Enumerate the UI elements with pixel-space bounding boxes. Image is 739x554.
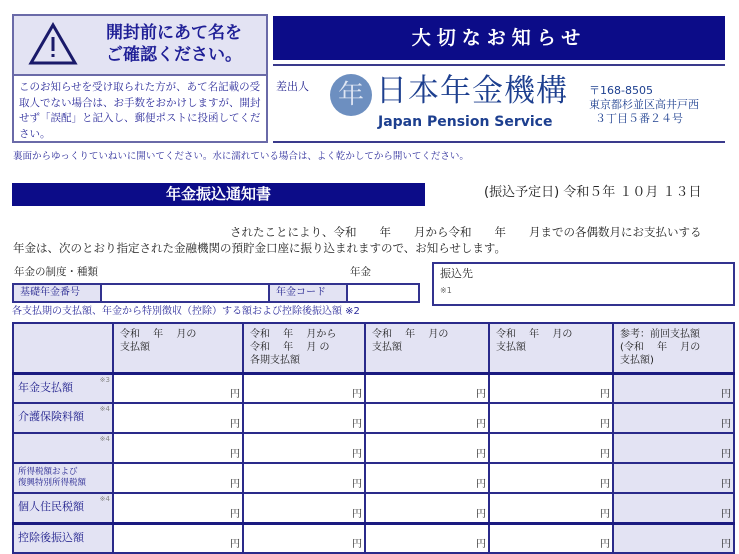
amount-cell (365, 433, 489, 463)
yen-unit: 円 (600, 389, 610, 400)
amount-cell (365, 403, 489, 433)
column-header: 令和 年 月の 支払額 (365, 323, 489, 373)
yen-unit: 円 (230, 508, 240, 520)
amount-cell (243, 373, 365, 403)
amount-cell (243, 493, 365, 523)
yen-unit: 円 (476, 479, 486, 490)
yen-unit: 円 (352, 419, 362, 430)
org-name: 日本年金機構 (376, 73, 568, 109)
header-title: 大切なお知らせ (273, 16, 725, 60)
yen-unit: 円 (352, 389, 362, 400)
yen-unit: 円 (476, 539, 486, 550)
table-row (13, 373, 734, 403)
warning-title (106, 22, 242, 66)
amount-cell (489, 403, 613, 433)
row-label (13, 463, 113, 493)
yen-unit: 円 (600, 479, 610, 490)
warning-title-line2: ご確認ください。 (106, 45, 242, 65)
divider (273, 141, 725, 143)
sender-label: 差出人 (276, 80, 309, 93)
yen-unit: 円 (721, 389, 731, 400)
amount-cell (613, 493, 734, 523)
yen-unit: 円 (352, 449, 362, 460)
yen-unit: 円 (600, 449, 610, 460)
row-label-text: 控除後振込額 (18, 530, 84, 544)
row-label-text: 年金支払額 (18, 380, 73, 394)
yen-unit: 円 (230, 389, 240, 400)
table-header-row (13, 323, 734, 373)
row-label (13, 433, 113, 463)
yen-unit: 円 (721, 419, 731, 430)
transfer-destination-note: ※1 (440, 286, 452, 295)
row-label-text: 介護保険料額 (18, 410, 84, 423)
table-row (13, 463, 734, 493)
table-row (13, 523, 734, 553)
number-row (12, 283, 420, 303)
document-title: 年金振込通知書 (12, 183, 425, 206)
amount-cell (113, 433, 243, 463)
amount-cell (613, 373, 734, 403)
yen-unit: 円 (230, 539, 240, 550)
yen-unit: 円 (352, 539, 362, 550)
table-row (13, 493, 734, 523)
amount-cell (113, 493, 243, 523)
amount-cell (489, 523, 613, 553)
amount-cell (243, 433, 365, 463)
yen-unit: 円 (230, 449, 240, 460)
row-label (13, 493, 113, 523)
amount-cell (243, 403, 365, 433)
row-note: ※4 (99, 405, 110, 413)
yen-unit: 円 (352, 479, 362, 490)
row-label (13, 403, 113, 433)
intro-line2: 年金は、次のとおり指定された金融機関の預貯金口座に振り込まれますので、お知らせします。 (13, 241, 506, 255)
yen-unit: 円 (476, 449, 486, 460)
amount-cell (489, 493, 613, 523)
pension-kind-label: 年金の制度・種類 (14, 266, 98, 278)
payment-table (12, 322, 735, 554)
transfer-date: (振込予定日) 令和５年 １０月 １３日 (484, 185, 702, 200)
yen-unit: 円 (230, 419, 240, 430)
row-note: ※3 (99, 375, 110, 384)
amount-cell (113, 523, 243, 553)
amount-cell (243, 523, 365, 553)
warning-body: このお知らせを受け取られた方が、あて名記載の受取人でない場合は、お手数をおかけしますが、開封せず「誤配」と記入し、郵便ポストに投函してください。 (19, 81, 261, 140)
amount-cell (365, 493, 489, 523)
row-label (13, 373, 113, 403)
pension-code-field (348, 285, 418, 301)
amount-cell (489, 373, 613, 403)
address-line1: 東京都杉並区高井戸西 (589, 98, 699, 111)
row-label (13, 523, 113, 553)
amount-cell (365, 373, 489, 403)
row-note: ※4 (99, 495, 110, 503)
column-header: 令和 年 月の 支払額 (113, 323, 243, 373)
transfer-destination-box (432, 262, 735, 306)
warning-box (12, 14, 268, 143)
amount-cell (613, 403, 734, 433)
warning-header (14, 16, 266, 76)
amount-cell (365, 463, 489, 493)
address-line2: ３丁目５番２４号 (595, 112, 683, 125)
amount-cell (613, 523, 734, 553)
amount-cell (613, 433, 734, 463)
column-header (13, 323, 113, 373)
transfer-destination-label: 振込先 (440, 267, 473, 280)
yen-unit: 円 (721, 479, 731, 490)
warning-icon (28, 22, 78, 66)
divider (273, 64, 725, 66)
org-name-en: Japan Pension Service (378, 114, 553, 130)
row-note: ※4 (99, 435, 110, 443)
amount-cell (113, 373, 243, 403)
yen-unit: 円 (352, 508, 362, 520)
sender-address (589, 84, 699, 126)
yen-unit: 円 (230, 479, 240, 490)
yen-unit: 円 (600, 539, 610, 550)
yen-unit: 円 (721, 449, 731, 460)
yen-unit: 円 (721, 508, 731, 520)
table-row (13, 433, 734, 463)
pension-label: 年金 (350, 266, 371, 278)
yen-unit: 円 (476, 508, 486, 520)
warning-title-line1: 開封前にあて名を (106, 23, 242, 43)
amount-cell (243, 463, 365, 493)
opening-note: 裏面からゆっくりていねいに開いてください。水に濡れている場合は、よく乾かしてから開いてください。 (13, 151, 469, 162)
table-row (13, 403, 734, 433)
row-label-text: 所得税額および 復興特別所得税額 (18, 467, 87, 488)
amount-cell (365, 523, 489, 553)
amount-cell (113, 463, 243, 493)
table-caption: 各支払期の支払額、年金から特別徴収（控除）する額および控除後振込額 ※2 (12, 306, 360, 317)
amount-cell (613, 463, 734, 493)
intro-line1: されたことにより、令和 年 月から令和 年 月までの各偶数月にお支払いする (230, 225, 702, 239)
amount-cell (113, 403, 243, 433)
amount-cell (489, 463, 613, 493)
row-label-text: 個人住民税額 (18, 500, 84, 513)
yen-unit: 円 (600, 419, 610, 430)
yen-unit: 円 (721, 539, 731, 550)
column-header: 令和 年 月の 支払額 (489, 323, 613, 373)
amount-cell (489, 433, 613, 463)
yen-unit: 円 (476, 419, 486, 430)
yen-unit: 円 (476, 389, 486, 400)
yen-unit: 円 (600, 508, 610, 520)
postal-code: 〒168-8505 (589, 84, 653, 97)
column-header: 令和 年 月から 令和 年 月 の 各期支払額 (243, 323, 365, 373)
basic-number-field (102, 285, 270, 301)
pension-code-label: 年金コード (270, 285, 348, 301)
column-header: 参考：前回支払額 (令和 年 月の 支払額) (613, 323, 734, 373)
logo-icon: 年 (330, 74, 372, 116)
basic-number-label: 基礎年金番号 (14, 285, 102, 301)
